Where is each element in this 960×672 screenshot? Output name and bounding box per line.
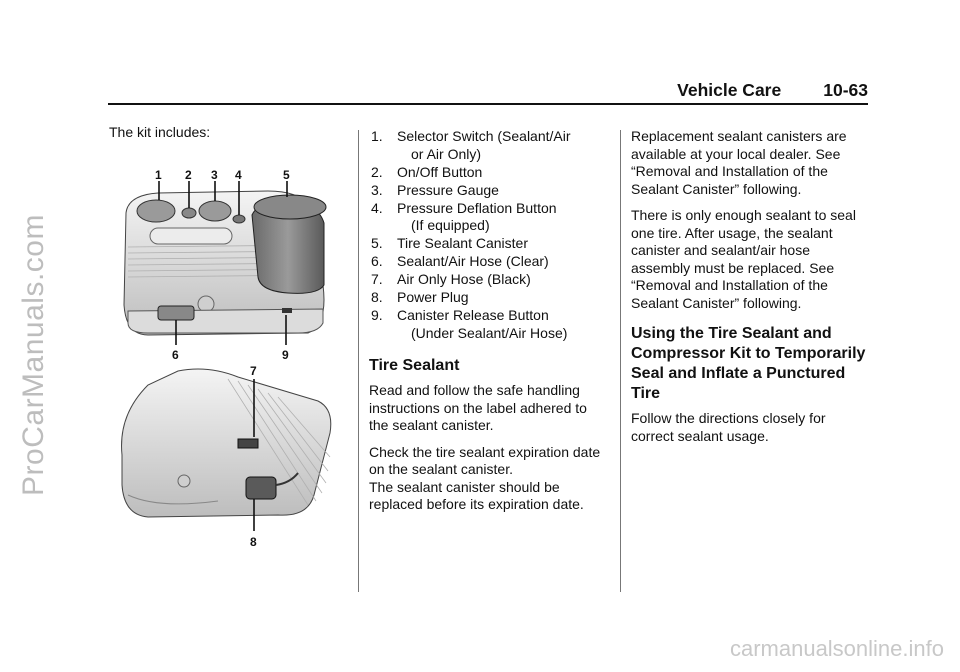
page-header xyxy=(108,80,868,101)
callout-4: 4 xyxy=(235,168,242,182)
watermark: ProCarManuals.com xyxy=(17,214,50,496)
column-1 xyxy=(109,124,349,151)
paragraph: Check the tire sealant expiration date on the sealant canister. The sealant canister should be replaced before its expiration date. xyxy=(369,443,601,512)
compressor-kit-illustration xyxy=(118,165,350,555)
column-divider-1 xyxy=(358,130,359,592)
callout-6: 6 xyxy=(172,348,179,362)
list-item: 8. Power Plug xyxy=(371,289,469,305)
paragraph: There is only enough sealant to seal one tire. After usage, the sealant canister and sealant/air hose assembly must be replaced. See “Removal and Installation of the Sealant Canister” following. xyxy=(631,207,856,311)
list-item: 2. On/Off Button xyxy=(371,163,483,180)
compressor-top-view xyxy=(124,191,326,335)
callout-5: 5 xyxy=(283,168,290,182)
callout-9: 9 xyxy=(282,348,289,362)
list-item: 1. Selector Switch (Sealant/Air or Air Only) xyxy=(371,128,571,162)
paragraph: Follow the directions closely for correct sealant usage. xyxy=(631,410,826,444)
column-3 xyxy=(631,128,871,454)
list-item: 4. Pressure Deflation Button (If equipped) xyxy=(371,199,557,233)
list-item: 6. Sealant/Air Hose (Clear) xyxy=(371,253,549,269)
callout-7: 7 xyxy=(250,364,257,378)
column-2 xyxy=(369,128,609,523)
sealant-kit-heading: Using the Tire Sealant and Compressor Kit to Temporarily Seal and Inflate a Punctured Tire xyxy=(631,325,866,402)
list-item: 5. Tire Sealant Canister xyxy=(371,235,528,251)
page-number: 10-63 xyxy=(823,80,868,100)
callout-1: 1 xyxy=(155,168,162,182)
callout-2: 2 xyxy=(185,168,192,182)
footer-watermark: carmanualsonline.info xyxy=(729,636,944,661)
tire-sealant-heading: Tire Sealant xyxy=(369,357,460,374)
kit-parts-list xyxy=(369,128,609,342)
header-rule xyxy=(108,103,868,105)
paragraph: Read and follow the safe handling instructions on the label adhered to the sealant canister. xyxy=(369,382,587,433)
list-item: 7. Air Only Hose (Black) xyxy=(371,271,531,287)
compressor-bottom-view xyxy=(122,369,331,517)
list-item: 9. Canister Release Button (Under Sealant/Air Hose) xyxy=(371,307,568,341)
section-title: Vehicle Care xyxy=(677,80,782,100)
paragraph: Replacement sealant canisters are available at your local dealer. See “Removal and Installation of the Sealant Canister” following. xyxy=(631,128,847,197)
callout-3: 3 xyxy=(211,168,218,182)
kit-intro: The kit includes: xyxy=(109,124,211,140)
callout-8: 8 xyxy=(250,535,257,549)
list-item: 3. Pressure Gauge xyxy=(371,181,499,198)
column-divider-2 xyxy=(620,130,621,592)
